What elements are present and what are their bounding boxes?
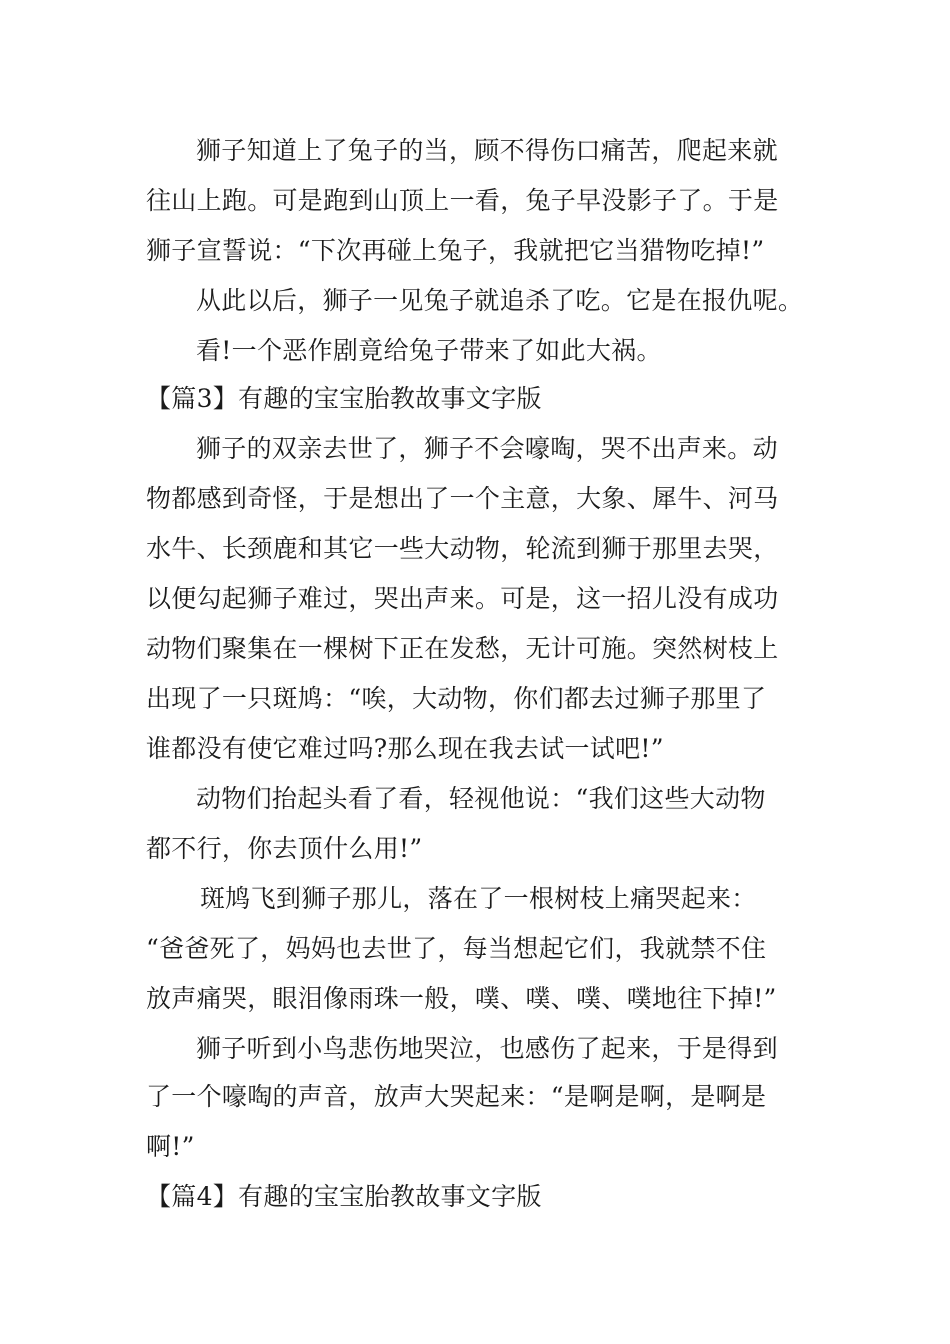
- body-text-line: 了一个嚎啕的声音，放声大哭起来：“是啊是啊，是啊是: [146, 1082, 767, 1111]
- body-text-line: 狮子知道上了兔子的当，顾不得伤口痛苦，爬起来就: [196, 136, 778, 165]
- body-text-line: 从此以后，狮子一见兔子就追杀了吃。它是在报仇呢。: [196, 286, 804, 315]
- body-text-line: “爸爸死了，妈妈也去世了，每当想起它们，我就禁不住: [146, 934, 767, 963]
- body-text-line: 动物们抬起头看了看，轻视他说：“我们这些大动物: [196, 784, 766, 813]
- body-text-line: 看!一个恶作剧竟给兔子带来了如此大祸。: [196, 336, 662, 365]
- body-text-line: 物都感到奇怪，于是想出了一个主意，大象、犀牛、河马: [146, 484, 779, 513]
- body-text-line: 出现了一只斑鸠：“唉，大动物，你们都去过狮子那里了: [146, 684, 767, 713]
- body-text-line: 狮子宣誓说：“下次再碰上兔子，我就把它当猎物吃掉!”: [146, 236, 765, 265]
- body-text-line: 放声痛哭，眼泪像雨珠一般，噗、噗、噗、噗地往下掉!”: [146, 984, 777, 1013]
- body-text-line: 都不行，你去顶什么用!”: [146, 834, 423, 863]
- body-text-line: 啊!”: [146, 1132, 195, 1161]
- body-text-line: 谁都没有使它难过吗?那么现在我去试一试吧!”: [146, 734, 664, 763]
- body-text-line: 往山上跑。可是跑到山顶上一看，兔子早没影子了。于是: [146, 186, 779, 215]
- section-heading: 【篇4】有趣的宝宝胎教故事文字版: [146, 1182, 542, 1211]
- body-text-line: 狮子的双亲去世了，狮子不会嚎啕，哭不出声来。动: [196, 434, 778, 463]
- body-text-line: 动物们聚集在一棵树下正在发愁，无计可施。突然树枝上: [146, 634, 779, 663]
- body-text-line: 以便勾起狮子难过，哭出声来。可是，这一招儿没有成功: [146, 584, 779, 613]
- section-heading: 【篇3】有趣的宝宝胎教故事文字版: [146, 384, 542, 413]
- body-text-line: 狮子听到小鸟悲伤地哭泣，也感伤了起来，于是得到: [196, 1034, 778, 1063]
- body-text-line: 水牛、长颈鹿和其它一些大动物，轮流到狮于那里去哭，: [146, 534, 779, 563]
- body-text-line: 斑鸠飞到狮子那儿，落在了一根树枝上痛哭起来：: [200, 884, 757, 913]
